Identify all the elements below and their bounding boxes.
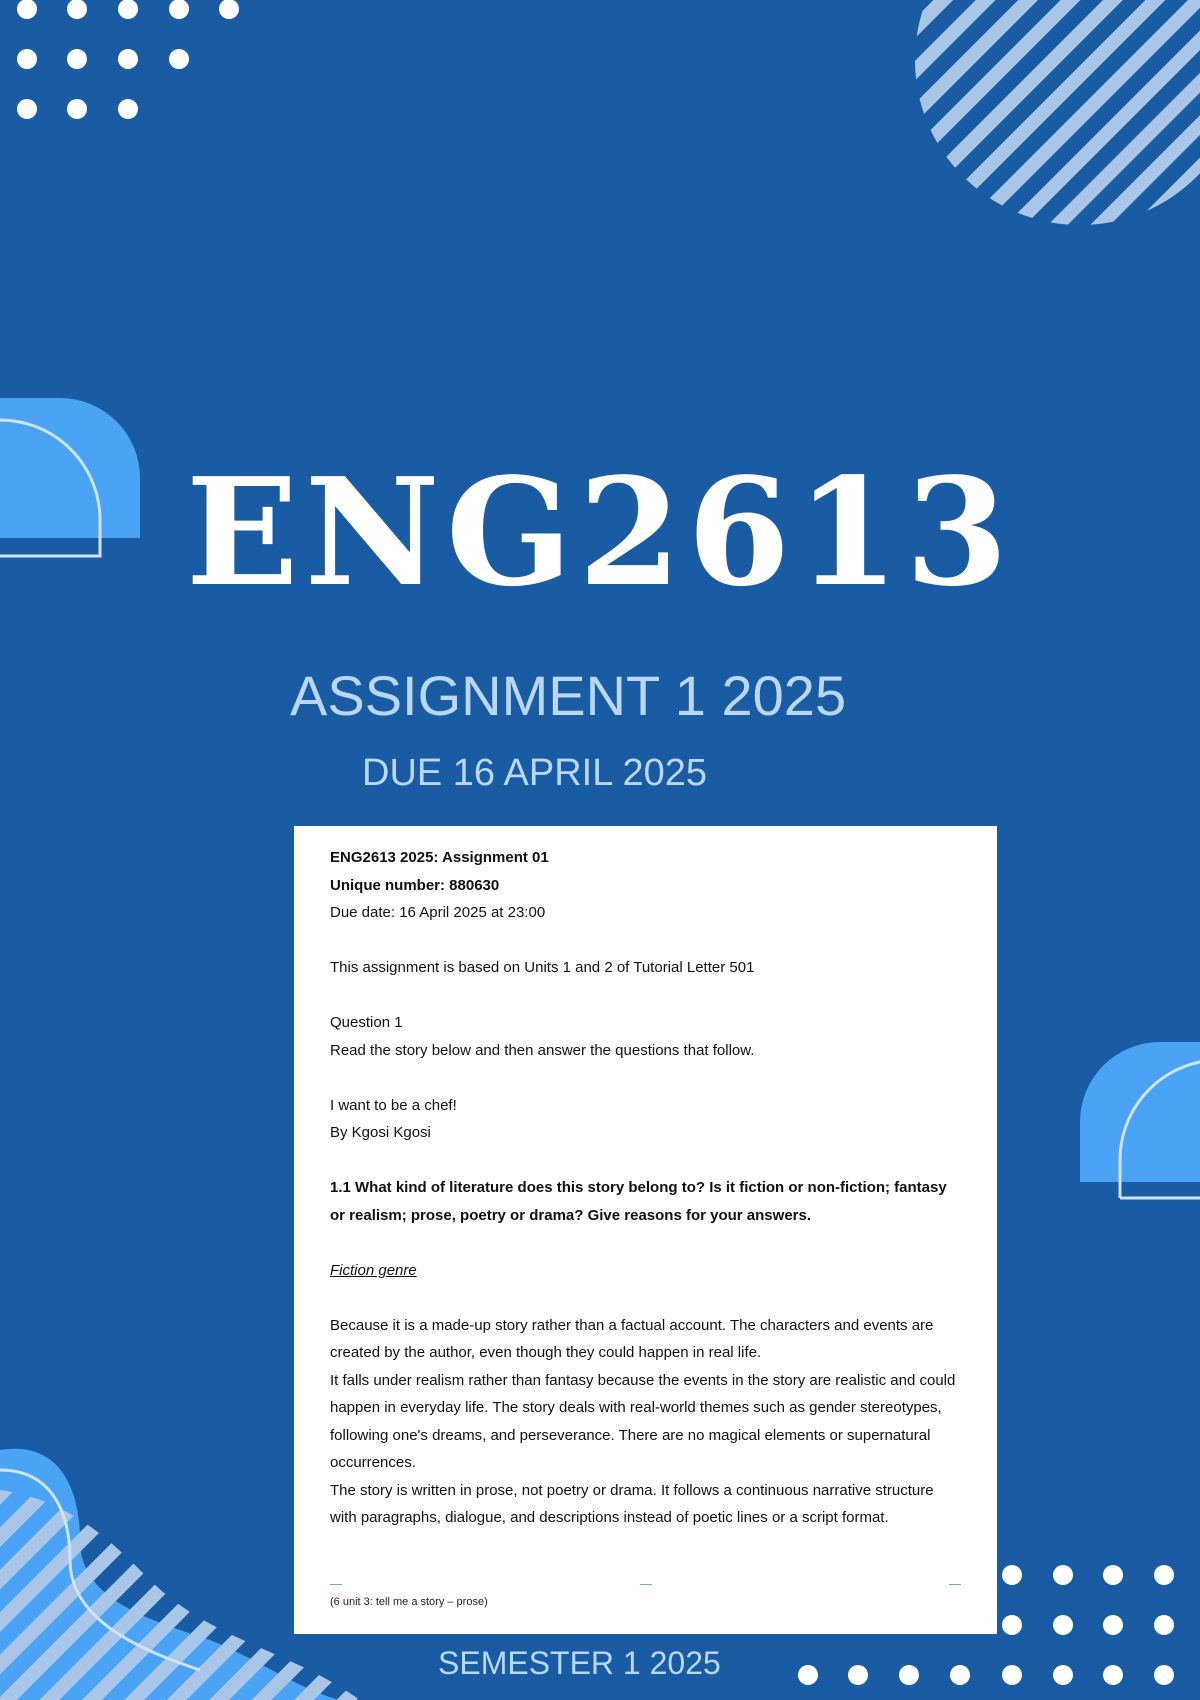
- doc-footnote: (6 unit 3: tell me a story – prose): [330, 1596, 488, 1608]
- doc-heading: ENG2613 2025: Assignment 01: [330, 849, 549, 866]
- course-code-title: ENG2613: [185, 445, 1015, 619]
- striped-circle-top-right: [880, 0, 1200, 240]
- quarter-circle-right: [1080, 1042, 1200, 1182]
- doc-unique-number: Unique number: 880630: [330, 876, 500, 894]
- doc-question-label: Question 1: [330, 1014, 403, 1031]
- doc-story-title: I want to be a chef!: [330, 1096, 457, 1114]
- document-preview: [294, 826, 997, 1634]
- dot-grid-top-left: [17, 0, 239, 119]
- doc-intro: This assignment is based on Units 1 and 2 of Tutorial Letter 501: [330, 959, 755, 976]
- doc-question-1-1: 1.1 What kind of literature does this story belong to? Is it fiction or non-fiction; fantasy or realism; prose, poetry or drama? Give reasons for your answers.: [330, 1179, 947, 1224]
- doc-answer-paragraph: It falls under realism rather than fantasy because the events in the story are realistic and could happen in everyday life. The story deals with real-world themes such as gender stereotypes, following one's dreams, and perseverance. There are no magical elements or supernatural occurrences.: [330, 1371, 956, 1471]
- doc-story-author: By Kgosi Kgosi: [330, 1124, 431, 1141]
- doc-footer-rule: [330, 1584, 961, 1585]
- semester-label: SEMESTER 1 2025: [438, 1645, 721, 1681]
- doc-answer-paragraph: Because it is a made-up story rather than a factual account. The characters and events are created by the author, even though they could happen in real life.: [330, 1316, 934, 1361]
- doc-due-date: Due date: 16 April 2025 at 23:00: [330, 904, 546, 921]
- doc-answer-paragraph: The story is written in prose, not poetry or drama. It follows a continuous narrative structure with paragraphs, dialogue, and descriptions instead of poetic lines or a script format.: [330, 1481, 934, 1526]
- doc-question-instruction: Read the story below and then answer the questions that follow.: [330, 1041, 755, 1059]
- doc-genre-heading: Fiction genre: [330, 1261, 417, 1279]
- assignment-title: ASSIGNMENT 1 2025: [290, 664, 847, 727]
- due-date-banner: DUE 16 APRIL 2025: [362, 752, 708, 794]
